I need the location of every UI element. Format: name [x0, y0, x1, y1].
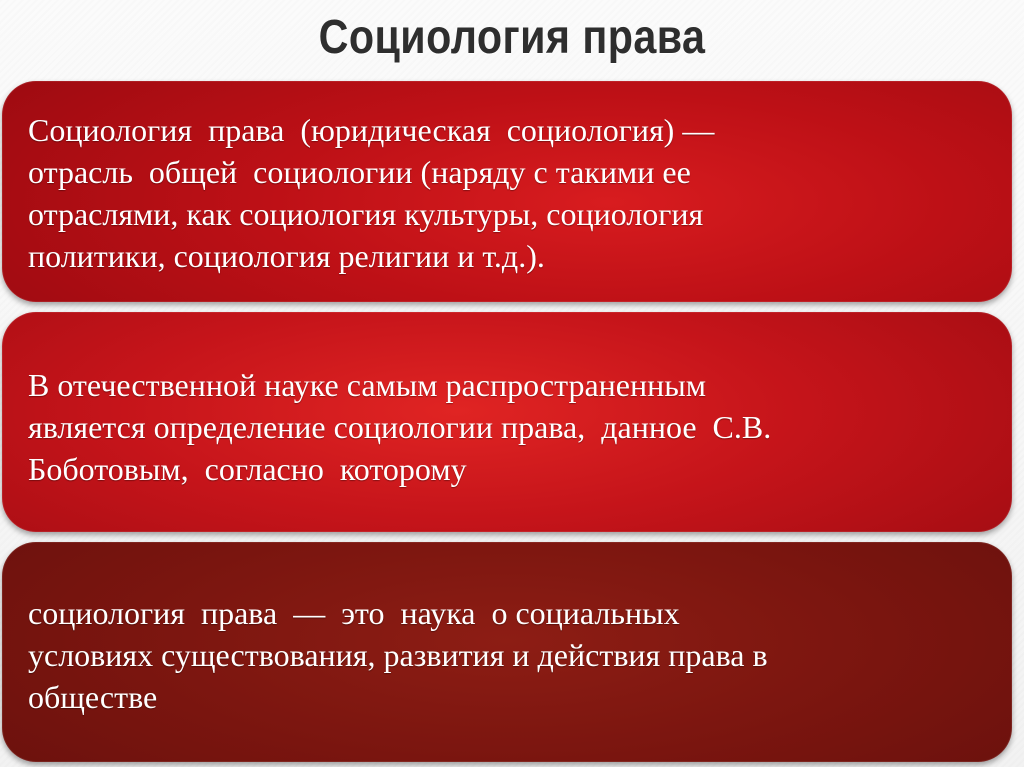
text-line: Боботовым, согласно которому: [28, 451, 467, 487]
text-line: В отечественной науке самым распространенным: [28, 367, 706, 403]
text-line: условиях существования, развития и действия права в: [28, 637, 768, 673]
text-block-definition: [2, 81, 1012, 302]
text-line: отрасль общей социологии (наряду с такими ее: [28, 154, 691, 190]
text-block-science: [2, 542, 1012, 762]
text-line: обществе: [28, 679, 158, 715]
text-line: является определение социологии права, данное С.В.: [28, 409, 772, 445]
text-line: Социология права (юридическая социология) —: [28, 112, 715, 148]
text-line: социология права — это наука о социальных: [28, 595, 680, 631]
text-block-bobotov: [2, 312, 1012, 532]
block-text: [28, 592, 972, 718]
text-line: политики, социология религии и т.д.).: [28, 238, 545, 274]
slide-title: Социология права: [318, 11, 706, 64]
text-line: отраслями, как социология культуры, социология: [28, 196, 704, 232]
block-text: [28, 109, 972, 277]
block-text: [28, 364, 972, 490]
